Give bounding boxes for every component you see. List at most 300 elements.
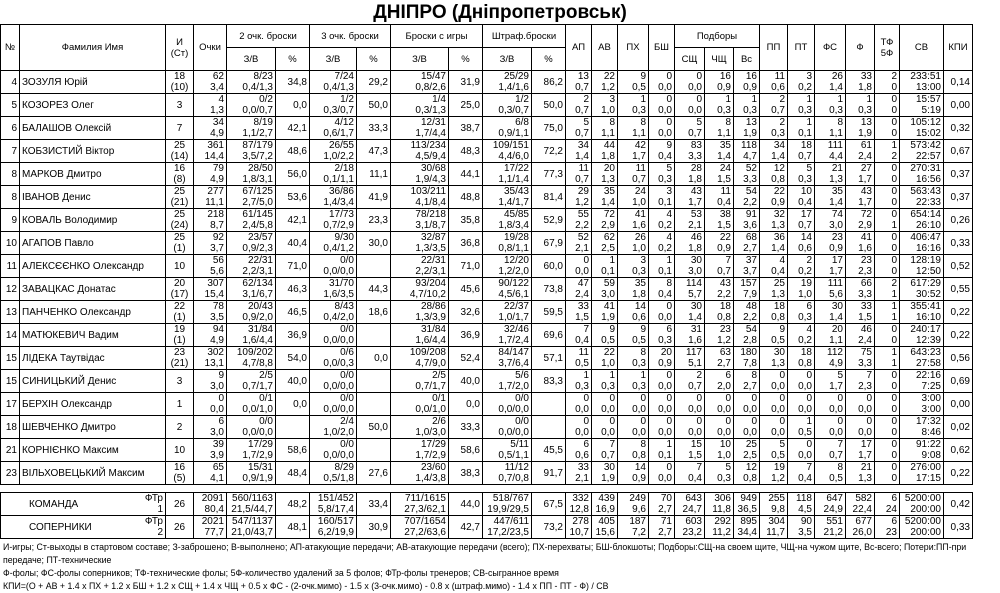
fg-cell: 0/1 0,0/1,0 xyxy=(391,393,449,416)
fs-cell: 647 24,9 xyxy=(815,493,846,516)
player-name: ЗАВАЦКАС Донатас xyxy=(20,278,166,301)
games-cell: 23 (21) xyxy=(166,347,194,370)
kpi-cell: 0,62 xyxy=(944,439,973,462)
ft-cell: 17/22 1,1/1,4 xyxy=(483,163,532,186)
rsh-cell: 0 0,0 xyxy=(675,416,705,439)
ft-pct: 77,3 xyxy=(532,163,566,186)
rsh-cell: 0 0,0 xyxy=(675,94,705,117)
three-pt-cell: 0/0 0,0/0,0 xyxy=(310,393,357,416)
fg-pct: 58,6 xyxy=(449,439,483,462)
points-cell: 39 3,9 xyxy=(194,439,227,462)
ft-cell: 6/8 0,9/1,1 xyxy=(483,117,532,140)
pt-cell: 1 0,3 xyxy=(788,94,815,117)
two-pt-pct: 48,2 xyxy=(276,493,310,516)
points-cell: 307 15,4 xyxy=(194,278,227,301)
sv-cell: 654:14 26:10 xyxy=(900,209,944,232)
three-pt-pct: 11,1 xyxy=(357,163,391,186)
pp-cell: 22 0,9 xyxy=(760,186,788,209)
ap-cell: 52 2,1 xyxy=(566,232,592,255)
fs-cell: 5 1,7 xyxy=(815,370,846,393)
player-number: 4 xyxy=(1,71,20,94)
ft-cell: 0/0 0,0/0,0 xyxy=(483,416,532,439)
player-name: ІВАНОВ Денис xyxy=(20,186,166,209)
player-name: КОЗОРЕЗ Олег xyxy=(20,94,166,117)
rsh-cell: 114 5,7 xyxy=(675,278,705,301)
two-pt-cell: 547/1137 21,0/43,7 xyxy=(227,516,276,539)
px-cell: 0 0,0 xyxy=(618,416,649,439)
pp-cell: 0 0,0 xyxy=(760,393,788,416)
ap-cell: 47 2,4 xyxy=(566,278,592,301)
fs-cell: 0 0,0 xyxy=(815,393,846,416)
fg-cell: 707/1654 27,2/63,6 xyxy=(391,516,449,539)
player-name: БАЛАШОВ Олексій xyxy=(20,117,166,140)
two-pt-cell: 0/2 0,0/0,7 xyxy=(227,94,276,117)
tf-cell: 0 0 xyxy=(875,163,900,186)
fg-cell: 12/31 1,7/4,4 xyxy=(391,117,449,140)
ft-cell: 45/85 1,8/3,4 xyxy=(483,209,532,232)
f-cell: 0 0,0 xyxy=(846,393,875,416)
f-cell: 0 0,0 xyxy=(846,416,875,439)
table-row xyxy=(1,416,973,439)
three-pt-pct: 33,4 xyxy=(357,493,391,516)
ft-pct: 72,2 xyxy=(532,140,566,163)
rvs-cell: 949 36,5 xyxy=(734,493,760,516)
table-row xyxy=(1,71,973,94)
pp-cell: 4 0,4 xyxy=(760,255,788,278)
rvs-cell: 895 34,4 xyxy=(734,516,760,539)
table-row xyxy=(1,117,973,140)
player-name: ПАНЧЕНКО Олександр xyxy=(20,301,166,324)
pp-cell: 11 0,6 xyxy=(760,71,788,94)
three-pt-cell: 8/29 0,5/1,8 xyxy=(310,462,357,485)
ap-cell: 33 2,1 xyxy=(566,462,592,485)
f-cell: 7 2,3 xyxy=(846,370,875,393)
points-cell: 56 5,6 xyxy=(194,255,227,278)
ft-cell: 5/6 1,7/2,0 xyxy=(483,370,532,393)
col-three-pct: % xyxy=(357,48,391,71)
ft-cell: 5/11 0,5/1,1 xyxy=(483,439,532,462)
pt-cell: 6 0,3 xyxy=(788,301,815,324)
games-cell: 3 xyxy=(166,94,194,117)
pp-cell: 32 1,3 xyxy=(760,209,788,232)
kpi-cell: 0,02 xyxy=(944,416,973,439)
points-cell: 2091 80,4 xyxy=(194,493,227,516)
f-cell: 1 0,3 xyxy=(846,94,875,117)
points-cell: 0 0,0 xyxy=(194,393,227,416)
rvs-cell: 54 2,8 xyxy=(734,324,760,347)
sv-cell: 270:31 16:56 xyxy=(900,163,944,186)
pt-cell: 1 0,1 xyxy=(788,117,815,140)
ft-cell: 90/122 4,5/6,1 xyxy=(483,278,532,301)
rsh-cell: 117 5,1 xyxy=(675,347,705,370)
bsh-cell: 6 0,3 xyxy=(649,324,675,347)
three-pt-pct xyxy=(357,255,391,278)
three-pt-pct: 0,0 xyxy=(357,347,391,370)
bsh-cell: 1 0,1 xyxy=(649,255,675,278)
tf-cell: 0 0 xyxy=(875,232,900,255)
ft-cell: 12/20 1,2/2,0 xyxy=(483,255,532,278)
pt-cell: 4 0,2 xyxy=(788,324,815,347)
bsh-cell: 0 0,0 xyxy=(649,370,675,393)
table-row xyxy=(1,301,973,324)
kpi-cell: 0,55 xyxy=(944,278,973,301)
table-row xyxy=(1,255,973,278)
col-field-goals: Броски с игры xyxy=(391,25,483,48)
player-name: МАРКОВ Дмитро xyxy=(20,163,166,186)
f-cell: 677 26,0 xyxy=(846,516,875,539)
tf-cell: 1 2 xyxy=(875,140,900,163)
bsh-cell: 71 2,7 xyxy=(649,516,675,539)
games-cell: 25 (24) xyxy=(166,209,194,232)
two-pt-cell: 31/84 1,6/4,4 xyxy=(227,324,276,347)
ap-cell: 6 0,6 xyxy=(566,439,592,462)
table-row xyxy=(1,140,973,163)
rch-cell: 8 1,1 xyxy=(705,117,734,140)
three-pt-pct: 47,3 xyxy=(357,140,391,163)
sv-cell: 573:42 22:57 xyxy=(900,140,944,163)
tf-cell: 6 23 xyxy=(875,516,900,539)
fg-pct: 44,0 xyxy=(449,493,483,516)
rsh-cell: 603 23,2 xyxy=(675,516,705,539)
fs-cell: 26 1,4 xyxy=(815,71,846,94)
rch-cell: 1 0,3 xyxy=(705,94,734,117)
ft-pct xyxy=(532,416,566,439)
rsh-cell: 43 1,7 xyxy=(675,186,705,209)
f-cell: 75 3,3 xyxy=(846,347,875,370)
table-row xyxy=(1,393,973,416)
ft-pct: 86,2 xyxy=(532,71,566,94)
ft-cell: 22/37 1,0/1,7 xyxy=(483,301,532,324)
tf-cell: 1 1 xyxy=(875,347,900,370)
fg-pct: 32,6 xyxy=(449,301,483,324)
bsh-cell: 8 0,4 xyxy=(649,278,675,301)
three-pt-cell: 36/86 1,4/3,4 xyxy=(310,186,357,209)
bsh-cell: 20 0,9 xyxy=(649,347,675,370)
two-pt-cell: 109/202 4,7/8,8 xyxy=(227,347,276,370)
tf-cell: 0 0 xyxy=(875,393,900,416)
three-pt-cell: 0/0 0,0/0,0 xyxy=(310,255,357,278)
bsh-cell: 0 0,0 xyxy=(649,462,675,485)
col-fs: ФС xyxy=(815,25,846,71)
kpi-cell: 0,67 xyxy=(944,140,973,163)
points-cell: 79 4,9 xyxy=(194,163,227,186)
fs-cell: 35 1,4 xyxy=(815,186,846,209)
tf-cell: 0 0 xyxy=(875,255,900,278)
points-cell: 2021 77,7 xyxy=(194,516,227,539)
sv-cell: 355:41 16:10 xyxy=(900,301,944,324)
three-pt-pct: 44,3 xyxy=(357,278,391,301)
kpi-cell: 0,00 xyxy=(944,94,973,117)
rch-cell: 23 1,2 xyxy=(705,324,734,347)
two-pt-cell: 28/50 1,8/3,1 xyxy=(227,163,276,186)
fg-pct: 0,0 xyxy=(449,393,483,416)
av-cell: 72 2,9 xyxy=(592,209,618,232)
av-cell: 439 16,9 xyxy=(592,493,618,516)
games-cell: 10 xyxy=(166,255,194,278)
tf-cell: 1 1 xyxy=(875,301,900,324)
f-cell: 21 1,3 xyxy=(846,462,875,485)
player-number: 9 xyxy=(1,209,20,232)
px-cell: 0 0,0 xyxy=(618,393,649,416)
two-pt-cell: 17/29 1,7/2,9 xyxy=(227,439,276,462)
fg-cell: 23/60 1,4/3,8 xyxy=(391,462,449,485)
three-pt-pct xyxy=(357,324,391,347)
two-pt-pct: 53,6 xyxy=(276,186,310,209)
ft-pct: 59,5 xyxy=(532,301,566,324)
two-pt-pct: 40,0 xyxy=(276,370,310,393)
col-free-throws: Штраф.броски xyxy=(483,25,566,48)
games-cell: 3 xyxy=(166,370,194,393)
rvs-cell: 37 3,7 xyxy=(734,255,760,278)
three-pt-pct: 50,0 xyxy=(357,416,391,439)
kpi-cell: 0,56 xyxy=(944,347,973,370)
px-cell: 1 0,3 xyxy=(618,94,649,117)
pp-cell: 25 1,3 xyxy=(760,278,788,301)
spacer xyxy=(1,485,973,493)
f-cell: 17 1,7 xyxy=(846,439,875,462)
px-cell: 24 1,0 xyxy=(618,186,649,209)
px-cell: 9 0,5 xyxy=(618,71,649,94)
player-number: 8 xyxy=(1,186,20,209)
table-row xyxy=(1,439,973,462)
col-px: ПХ xyxy=(618,25,649,71)
tf-cell: 0 0 xyxy=(875,117,900,140)
fg-cell: 22/31 2,2/3,1 xyxy=(391,255,449,278)
three-pt-cell: 9/30 0,4/1,2 xyxy=(310,232,357,255)
three-pt-pct: 27,6 xyxy=(357,462,391,485)
two-pt-cell: 61/145 2,4/5,8 xyxy=(227,209,276,232)
sv-cell: 22:16 7:25 xyxy=(900,370,944,393)
f-cell: 46 2,4 xyxy=(846,324,875,347)
ft-pct: 75,0 xyxy=(532,117,566,140)
fg-cell: 78/218 3,1/8,7 xyxy=(391,209,449,232)
pp-cell: 0 0,0 xyxy=(760,370,788,393)
fg-cell: 31/84 1,6/4,4 xyxy=(391,324,449,347)
bsh-cell: 0 0,0 xyxy=(649,117,675,140)
pt-cell: 90 3,5 xyxy=(788,516,815,539)
ft-cell: 11/12 0,7/0,8 xyxy=(483,462,532,485)
sv-cell: 617:29 30:52 xyxy=(900,278,944,301)
tf-cell: 6 24 xyxy=(875,493,900,516)
col-pt: ПТ xyxy=(788,25,815,71)
two-pt-cell: 20/43 0,9/2,0 xyxy=(227,301,276,324)
pp-cell: 5 0,5 xyxy=(760,439,788,462)
games-cell: 7 xyxy=(166,117,194,140)
ft-pct: 60,0 xyxy=(532,255,566,278)
fg-pct: 38,3 xyxy=(449,462,483,485)
ft-cell: 32/46 1,7/2,4 xyxy=(483,324,532,347)
kpi-cell: 0,32 xyxy=(944,117,973,140)
tf-cell: 0 0 xyxy=(875,416,900,439)
rsh-cell: 0 0,0 xyxy=(675,393,705,416)
two-pt-pct xyxy=(276,416,310,439)
games-cell: 18 (10) xyxy=(166,71,194,94)
fg-pct: 35,8 xyxy=(449,209,483,232)
team-name: СОПЕРНИКИ ФТр 2 xyxy=(1,516,166,539)
f-cell: 27 1,7 xyxy=(846,163,875,186)
kpi-cell: 0,52 xyxy=(944,255,973,278)
kpi-cell: 0,22 xyxy=(944,301,973,324)
rsh-cell: 643 24,7 xyxy=(675,493,705,516)
two-pt-pct: 36,9 xyxy=(276,324,310,347)
player-name: ШЕВЧЕНКО Дмитро xyxy=(20,416,166,439)
games-cell: 25 (14) xyxy=(166,140,194,163)
three-pt-cell: 7/24 0,4/1,3 xyxy=(310,71,357,94)
three-pt-pct: 23,3 xyxy=(357,209,391,232)
rvs-cell: 91 3,6 xyxy=(734,209,760,232)
player-number: 15 xyxy=(1,370,20,393)
ap-cell: 7 0,4 xyxy=(566,324,592,347)
player-name: СИНИЦЬКИЙ Денис xyxy=(20,370,166,393)
team-total-row xyxy=(1,516,973,539)
rch-cell: 43 2,2 xyxy=(705,278,734,301)
sv-cell: 105:12 15:02 xyxy=(900,117,944,140)
fg-pct: 36,9 xyxy=(449,324,483,347)
two-pt-cell: 87/179 3,5/7,2 xyxy=(227,140,276,163)
fg-pct: 36,8 xyxy=(449,232,483,255)
kpi-cell: 0,69 xyxy=(944,370,973,393)
col-fg-pct: % xyxy=(449,48,483,71)
page-title: ДНІПРО (Дніпропетровськ) xyxy=(373,2,627,23)
two-pt-cell: 560/1163 21,5/44,7 xyxy=(227,493,276,516)
ft-cell: 1/2 0,3/0,7 xyxy=(483,94,532,117)
rvs-cell: 118 4,7 xyxy=(734,140,760,163)
ft-cell: 447/611 17,2/23,5 xyxy=(483,516,532,539)
three-pt-cell: 8/43 0,4/2,0 xyxy=(310,301,357,324)
games-cell: 16 (5) xyxy=(166,462,194,485)
av-cell: 0 0,0 xyxy=(592,416,618,439)
ap-cell: 29 1,2 xyxy=(566,186,592,209)
player-number: 18 xyxy=(1,416,20,439)
two-pt-cell: 8/19 1,1/2,7 xyxy=(227,117,276,140)
points-cell: 78 3,5 xyxy=(194,301,227,324)
games-cell: 2 xyxy=(166,416,194,439)
three-pt-pct xyxy=(357,370,391,393)
col-three-point: 3 очк. броски xyxy=(310,25,391,48)
av-cell: 405 15,6 xyxy=(592,516,618,539)
pt-cell: 5 0,3 xyxy=(788,163,815,186)
three-pt-cell: 31/70 1,6/3,5 xyxy=(310,278,357,301)
ft-pct: 50,0 xyxy=(532,94,566,117)
two-pt-pct: 42,1 xyxy=(276,117,310,140)
av-cell: 3 1,0 xyxy=(592,94,618,117)
player-number: 10 xyxy=(1,232,20,255)
two-pt-cell: 0/0 0,0/0,0 xyxy=(227,416,276,439)
points-cell: 4 1,3 xyxy=(194,94,227,117)
rsh-cell: 31 1,6 xyxy=(675,324,705,347)
rch-cell: 63 2,7 xyxy=(705,347,734,370)
px-cell: 41 1,6 xyxy=(618,209,649,232)
player-number: 14 xyxy=(1,324,20,347)
rsh-cell: 83 3,3 xyxy=(675,140,705,163)
f-cell: 23 2,3 xyxy=(846,255,875,278)
ap-cell: 5 0,7 xyxy=(566,117,592,140)
two-pt-cell: 22/31 2,2/3,1 xyxy=(227,255,276,278)
legend xyxy=(0,541,1000,593)
player-name: АГАПОВ Павло xyxy=(20,232,166,255)
two-pt-pct: 40,4 xyxy=(276,232,310,255)
ft-pct: 67,5 xyxy=(532,493,566,516)
px-cell: 14 0,9 xyxy=(618,462,649,485)
rsh-cell: 30 1,4 xyxy=(675,301,705,324)
sv-cell: 233:51 13:00 xyxy=(900,71,944,94)
player-name: КОРНІЄНКО Максим xyxy=(20,439,166,462)
fg-pct: 48,8 xyxy=(449,186,483,209)
fg-pct: 42,7 xyxy=(449,516,483,539)
games-cell: 26 xyxy=(166,493,194,516)
kpi-cell: 0,00 xyxy=(944,393,973,416)
col-f: Ф xyxy=(846,25,875,71)
bsh-cell: 3 0,1 xyxy=(649,186,675,209)
rsh-cell: 30 3,0 xyxy=(675,255,705,278)
ft-pct: 83,3 xyxy=(532,370,566,393)
sv-cell: 5200:00 200:00 xyxy=(900,493,944,516)
points-cell: 218 8,7 xyxy=(194,209,227,232)
fs-cell: 111 5,6 xyxy=(815,278,846,301)
fg-cell: 32/87 1,3/3,5 xyxy=(391,232,449,255)
fg-pct: 71,0 xyxy=(449,255,483,278)
px-cell: 187 7,2 xyxy=(618,516,649,539)
fs-cell: 7 0,7 xyxy=(815,439,846,462)
legend-line: И-игры; Ст-выходы в стартовом составе; З-заброшено; В-выполнено; АП-атакующие передачи; АВ-атакующие передачи (всего); ПХ-перехваты; БШ-блокшоты; Подборы:СЩ-на своем щите, ЧЩ-на чужом щите, Вс-всего; Потери:ПП-при передаче; ПТ-технические xyxy=(3,542,967,565)
pp-cell: 304 11,7 xyxy=(760,516,788,539)
rch-cell: 0 0,0 xyxy=(705,393,734,416)
player-number: 13 xyxy=(1,301,20,324)
pt-cell: 14 0,6 xyxy=(788,232,815,255)
rch-cell: 18 0,8 xyxy=(705,301,734,324)
f-cell: 33 1,8 xyxy=(846,71,875,94)
two-pt-cell: 2/5 0,7/1,7 xyxy=(227,370,276,393)
three-pt-pct: 30,0 xyxy=(357,232,391,255)
three-pt-cell: 17/73 0,7/2,9 xyxy=(310,209,357,232)
px-cell: 26 1,0 xyxy=(618,232,649,255)
av-cell: 1 0,3 xyxy=(592,370,618,393)
px-cell: 8 0,8 xyxy=(618,439,649,462)
bsh-cell: 0 0,0 xyxy=(649,416,675,439)
rvs-cell: 16 0,9 xyxy=(734,71,760,94)
ap-cell: 33 1,5 xyxy=(566,301,592,324)
rch-cell: 10 1,0 xyxy=(705,439,734,462)
col-rsh: СЩ xyxy=(675,48,705,71)
col-fg-zv: З/В xyxy=(391,48,449,71)
ft-pct xyxy=(532,393,566,416)
games-cell: 16 (8) xyxy=(166,163,194,186)
player-number: 7 xyxy=(1,140,20,163)
bsh-cell: 0 0,0 xyxy=(649,71,675,94)
col-ft-pct: % xyxy=(532,48,566,71)
rsh-cell: 28 1,8 xyxy=(675,163,705,186)
player-name: КОВАЛЬ Володимир xyxy=(20,209,166,232)
kpi-cell: 0,33 xyxy=(944,516,973,539)
points-cell: 65 4,1 xyxy=(194,462,227,485)
pt-cell: 2 0,2 xyxy=(788,255,815,278)
ap-cell: 0 0,0 xyxy=(566,393,592,416)
fg-cell: 711/1615 27,3/62,1 xyxy=(391,493,449,516)
f-cell: 43 1,7 xyxy=(846,186,875,209)
col-pp: ПП xyxy=(760,25,788,71)
pp-cell: 36 1,4 xyxy=(760,232,788,255)
col-bsh: БШ xyxy=(649,25,675,71)
px-cell: 3 0,3 xyxy=(618,255,649,278)
ft-cell: 518/767 19,9/29,5 xyxy=(483,493,532,516)
table-header xyxy=(1,25,973,71)
ft-pct: 81,4 xyxy=(532,186,566,209)
games-cell: 20 (17) xyxy=(166,278,194,301)
pp-cell: 12 0,8 xyxy=(760,163,788,186)
ft-pct: 73,8 xyxy=(532,278,566,301)
rch-cell: 11 0,4 xyxy=(705,186,734,209)
fs-cell: 17 1,7 xyxy=(815,255,846,278)
